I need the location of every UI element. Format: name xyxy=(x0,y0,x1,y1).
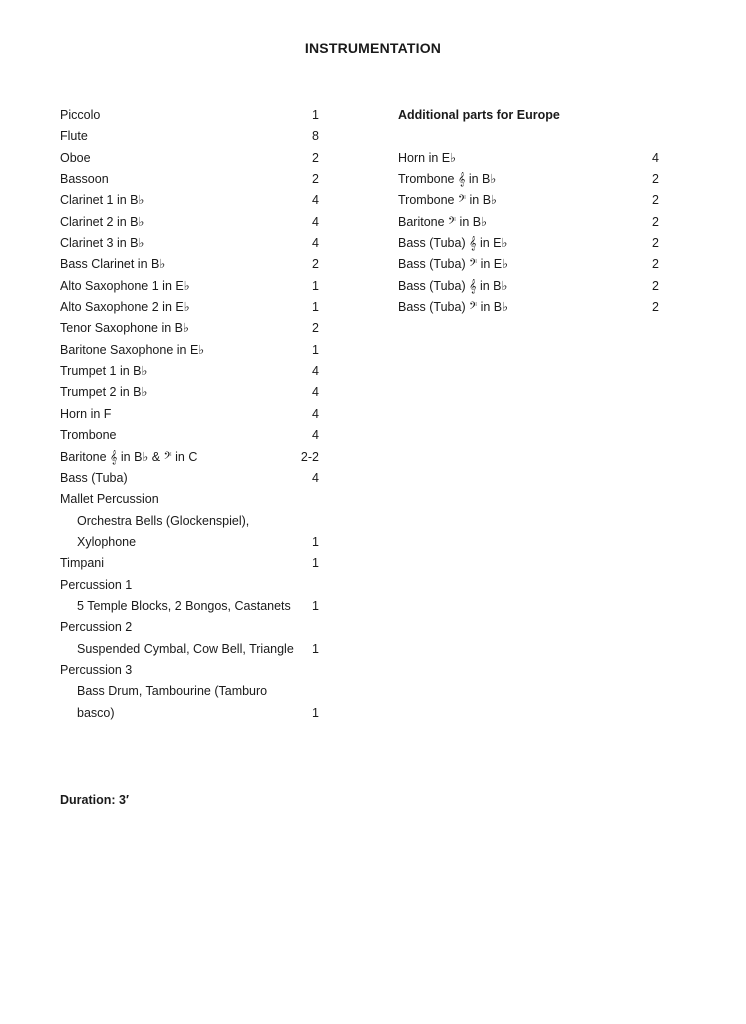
instrument-row xyxy=(60,318,325,339)
instrument-count: 1 xyxy=(312,108,319,122)
instrument-row xyxy=(398,233,663,254)
instrument-name: Clarinet 2 in B♭ xyxy=(60,214,145,229)
instrument-name: Bass (Tuba) 𝄞 in E♭ xyxy=(398,236,508,251)
instrument-count: 4 xyxy=(312,385,319,400)
instrument-name: Percussion 1 xyxy=(60,577,133,592)
instrument-row xyxy=(60,617,325,638)
instrument-row xyxy=(60,639,325,660)
instrument-name: 5 Temple Blocks, 2 Bongos, Castanets xyxy=(77,598,291,613)
instrument-row xyxy=(60,233,325,254)
instrument-count: 8 xyxy=(312,129,319,144)
instrument-row xyxy=(398,254,663,275)
instrument-row xyxy=(60,190,325,211)
instrument-name: Oboe xyxy=(60,150,91,165)
instrument-row xyxy=(60,126,325,147)
instrument-count: 2 xyxy=(652,236,659,251)
instrument-row xyxy=(60,596,325,617)
instrument-row xyxy=(60,575,325,596)
instrument-row xyxy=(60,276,325,297)
instrument-count: 2 xyxy=(652,300,659,315)
instrument-name: Percussion 3 xyxy=(60,662,133,677)
instrument-count: 4 xyxy=(312,364,319,379)
instrument-name: Bass Drum, Tambourine (Tamburo xyxy=(77,684,268,699)
instrument-row xyxy=(60,340,325,361)
instrument-count: 2 xyxy=(652,278,659,293)
instrument-row xyxy=(60,489,325,510)
instrument-row xyxy=(398,212,663,233)
instrument-count: 2-2 xyxy=(300,449,319,464)
instrument-count: 1 xyxy=(312,342,319,357)
additional-parts-list xyxy=(398,105,663,318)
instrument-row xyxy=(398,276,663,297)
duration: Duration: 3′ xyxy=(60,793,129,807)
instrument-row xyxy=(398,190,663,211)
instrument-row xyxy=(60,511,325,532)
instrument-name: Trumpet 2 in B♭ xyxy=(60,385,148,400)
instrument-count: 2 xyxy=(652,214,659,229)
instrument-name: Trumpet 1 in B♭ xyxy=(60,364,148,379)
instrument-name: Mallet Percussion xyxy=(60,492,159,507)
spacer xyxy=(398,126,663,147)
instrument-name: Horn in F xyxy=(60,406,112,421)
instrument-count: 2 xyxy=(652,172,659,187)
instrument-row xyxy=(60,148,325,169)
instrument-name: Trombone 𝄞 in B♭ xyxy=(398,172,497,187)
instrument-row xyxy=(398,148,663,169)
instrument-name: Bass (Tuba) xyxy=(60,470,128,485)
instrument-name: Baritone Saxophone in E♭ xyxy=(60,342,205,357)
instrument-name: Alto Saxophone 2 in E♭ xyxy=(60,300,190,315)
instrument-name: Clarinet 3 in B♭ xyxy=(60,236,145,251)
instrument-row xyxy=(60,382,325,403)
additional-parts-heading: Additional parts for Europe xyxy=(398,108,560,122)
instrument-row xyxy=(60,425,325,446)
instrument-list xyxy=(60,105,325,724)
instrument-count: 1 xyxy=(312,641,319,656)
instrument-name: Suspended Cymbal, Cow Bell, Triangle xyxy=(77,641,294,656)
instrument-row xyxy=(60,468,325,489)
instrument-row xyxy=(60,660,325,681)
instrument-row xyxy=(60,404,325,425)
instrument-row xyxy=(60,553,325,574)
page-title: INSTRUMENTATION xyxy=(304,40,442,56)
instrument-name: Tenor Saxophone in B♭ xyxy=(60,321,189,336)
instrument-row xyxy=(398,169,663,190)
instrument-count: 2 xyxy=(652,257,659,272)
instrument-count: 2 xyxy=(312,172,319,187)
instrument-count: 1 xyxy=(312,300,319,315)
instrument-row xyxy=(60,447,325,468)
instrument-name: Percussion 2 xyxy=(60,620,133,635)
instrument-row xyxy=(60,105,325,126)
instrument-name: Clarinet 1 in B♭ xyxy=(60,193,145,208)
instrument-count: 1 xyxy=(312,556,319,571)
instrument-count: 4 xyxy=(312,214,319,229)
instrument-count: 4 xyxy=(312,406,319,421)
instrument-count: 1 xyxy=(312,534,319,549)
instrument-name: Baritone 𝄢 in B♭ xyxy=(398,214,487,229)
instrument-count: 4 xyxy=(652,150,659,165)
instrument-count: 1 xyxy=(312,598,319,613)
instrument-count: 2 xyxy=(312,150,319,165)
instrument-name: Baritone 𝄞 in B♭ & 𝄢 in C xyxy=(60,449,198,464)
instrument-name: Piccolo xyxy=(60,108,101,122)
instrument-name: Trombone 𝄢 in B♭ xyxy=(398,193,497,208)
instrument-name: Timpani xyxy=(60,556,104,571)
instrument-name: Flute xyxy=(60,129,88,144)
instrument-count: 2 xyxy=(652,193,659,208)
instrument-count: 4 xyxy=(312,193,319,208)
instrument-name: Xylophone xyxy=(77,534,137,549)
instrument-name: Orchestra Bells (Glockenspiel), xyxy=(77,513,250,528)
instrument-name: Bass (Tuba) 𝄞 in B♭ xyxy=(398,278,508,293)
instrument-name: Bass (Tuba) 𝄢 in B♭ xyxy=(398,300,509,315)
instrument-name: basco) xyxy=(77,705,115,720)
instrument-row xyxy=(60,212,325,233)
instrument-row xyxy=(60,681,325,702)
instrument-row xyxy=(60,361,325,382)
instrument-row xyxy=(60,703,325,724)
instrument-count: 4 xyxy=(312,236,319,251)
instrument-name: Bass Clarinet in B♭ xyxy=(60,257,166,272)
instrument-row xyxy=(60,532,325,553)
instrument-count: 4 xyxy=(312,428,319,443)
instrument-count: 4 xyxy=(312,470,319,485)
instrument-count: 2 xyxy=(312,257,319,272)
instrument-count: 1 xyxy=(312,705,319,720)
instrument-count: 1 xyxy=(312,278,319,293)
instrument-row xyxy=(60,297,325,318)
instrument-name: Alto Saxophone 1 in E♭ xyxy=(60,278,190,293)
instrument-row xyxy=(60,169,325,190)
instrument-row xyxy=(398,297,663,318)
instrument-count: 2 xyxy=(312,321,319,336)
instrument-name: Horn in E♭ xyxy=(398,150,457,165)
instrument-name: Bass (Tuba) 𝄢 in E♭ xyxy=(398,257,509,272)
instrument-name: Bassoon xyxy=(60,172,109,187)
instrument-row xyxy=(60,254,325,275)
instrument-name: Trombone xyxy=(60,428,117,443)
